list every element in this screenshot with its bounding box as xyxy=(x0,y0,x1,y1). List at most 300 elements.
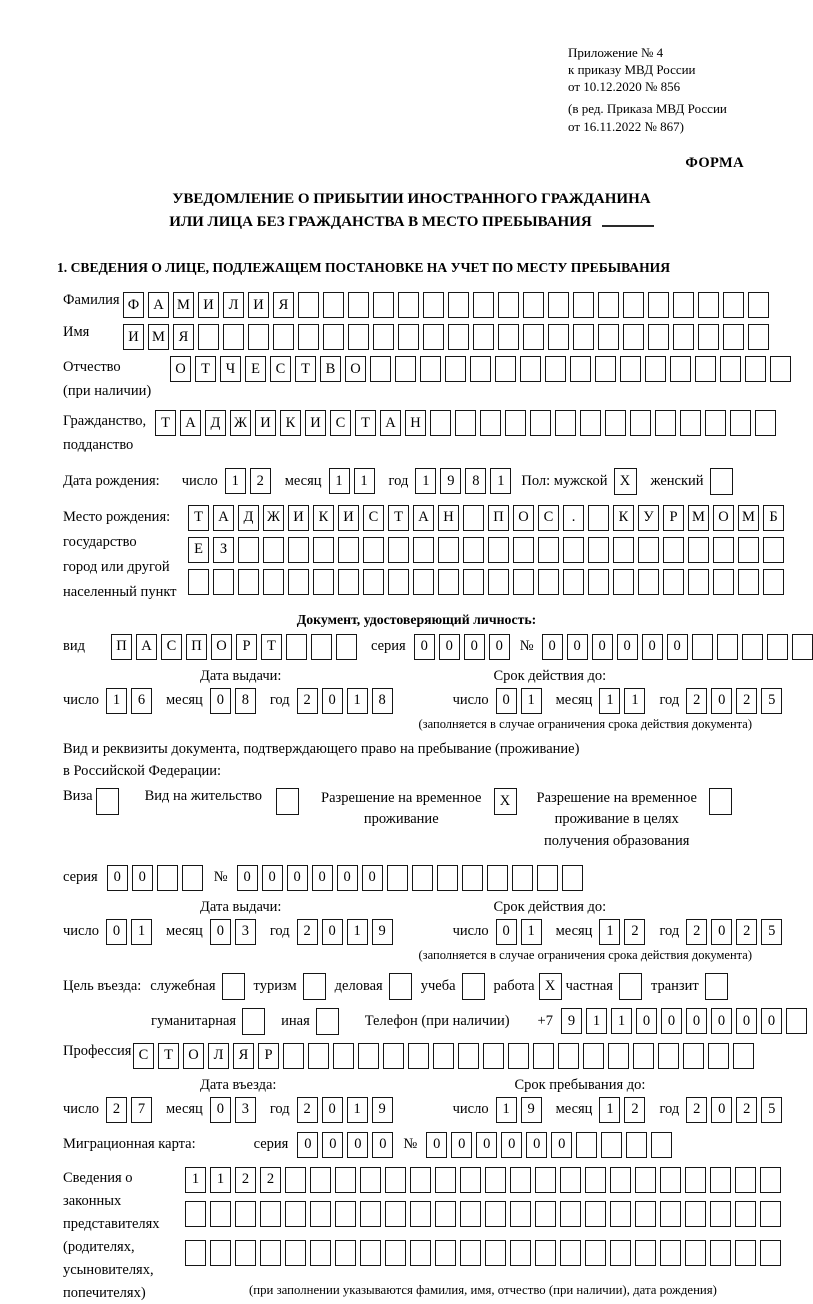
form-cell[interactable] xyxy=(573,292,594,318)
form-cell[interactable] xyxy=(473,324,494,350)
form-cell[interactable] xyxy=(310,1167,331,1193)
form-cell[interactable]: 0 xyxy=(526,1132,547,1158)
form-cell[interactable] xyxy=(530,410,551,436)
form-cell[interactable]: 1 xyxy=(586,1008,607,1034)
form-cell[interactable] xyxy=(660,1201,681,1227)
form-cell[interactable]: И xyxy=(305,410,326,436)
form-cell[interactable]: Р xyxy=(663,505,684,531)
form-cell[interactable]: 1 xyxy=(131,919,152,945)
form-cell[interactable] xyxy=(448,292,469,318)
form-cell[interactable] xyxy=(601,1132,622,1158)
form-cell[interactable] xyxy=(437,865,458,891)
form-cell[interactable]: 0 xyxy=(322,1097,343,1123)
form-cell[interactable] xyxy=(523,292,544,318)
form-cell[interactable] xyxy=(462,865,483,891)
form-cell[interactable] xyxy=(210,1201,231,1227)
form-cell[interactable]: 0 xyxy=(297,1132,318,1158)
form-cell[interactable] xyxy=(235,1201,256,1227)
form-cell[interactable]: 0 xyxy=(322,1132,343,1158)
form-cell[interactable]: К xyxy=(313,505,334,531)
form-cell[interactable]: 5 xyxy=(761,1097,782,1123)
form-cell[interactable] xyxy=(360,1167,381,1193)
form-cell[interactable]: 0 xyxy=(451,1132,472,1158)
form-cell[interactable]: 1 xyxy=(490,468,511,494)
form-cell[interactable] xyxy=(685,1240,706,1266)
form-cell[interactable] xyxy=(735,1201,756,1227)
form-cell[interactable] xyxy=(385,1167,406,1193)
form-cell[interactable]: 1 xyxy=(354,468,375,494)
form-cell[interactable] xyxy=(285,1167,306,1193)
form-cell[interactable]: Т xyxy=(261,634,282,660)
form-cell[interactable]: 2 xyxy=(736,688,757,714)
form-cell[interactable] xyxy=(423,324,444,350)
form-cell[interactable] xyxy=(698,324,719,350)
form-cell[interactable] xyxy=(157,865,178,891)
form-cell[interactable] xyxy=(498,292,519,318)
form-cell[interactable] xyxy=(760,1167,781,1193)
form-cell[interactable] xyxy=(695,356,716,382)
form-cell[interactable]: 0 xyxy=(551,1132,572,1158)
form-cell[interactable]: 0 xyxy=(592,634,613,660)
form-cell[interactable]: А xyxy=(213,505,234,531)
form-cell[interactable] xyxy=(488,537,509,563)
form-cell[interactable]: Т xyxy=(155,410,176,436)
form-cell[interactable] xyxy=(348,292,369,318)
form-cell[interactable] xyxy=(713,569,734,595)
form-cell[interactable] xyxy=(485,1240,506,1266)
form-cell[interactable] xyxy=(480,410,501,436)
form-cell[interactable] xyxy=(483,1043,504,1069)
form-cell[interactable] xyxy=(598,292,619,318)
residence-permit-checkbox[interactable] xyxy=(276,788,299,815)
form-cell[interactable] xyxy=(410,1201,431,1227)
form-cell[interactable]: 0 xyxy=(567,634,588,660)
form-cell[interactable]: К xyxy=(280,410,301,436)
form-cell[interactable] xyxy=(238,569,259,595)
form-cell[interactable]: О xyxy=(211,634,232,660)
form-cell[interactable] xyxy=(433,1043,454,1069)
form-cell[interactable] xyxy=(488,569,509,595)
form-cell[interactable]: О xyxy=(345,356,366,382)
form-cell[interactable]: 2 xyxy=(297,919,318,945)
form-cell[interactable]: 0 xyxy=(362,865,383,891)
form-cell[interactable] xyxy=(688,537,709,563)
form-cell[interactable] xyxy=(610,1167,631,1193)
form-cell[interactable]: 2 xyxy=(624,1097,645,1123)
form-cell[interactable]: С xyxy=(161,634,182,660)
form-cell[interactable]: 2 xyxy=(624,919,645,945)
form-cell[interactable] xyxy=(723,324,744,350)
form-cell[interactable]: 0 xyxy=(322,919,343,945)
form-cell[interactable] xyxy=(533,1043,554,1069)
form-cell[interactable]: С xyxy=(330,410,351,436)
form-cell[interactable]: 3 xyxy=(235,1097,256,1123)
form-cell[interactable] xyxy=(748,324,769,350)
form-cell[interactable] xyxy=(658,1043,679,1069)
form-cell[interactable]: 1 xyxy=(521,919,542,945)
form-cell[interactable] xyxy=(688,569,709,595)
form-cell[interactable]: Т xyxy=(295,356,316,382)
form-cell[interactable] xyxy=(560,1167,581,1193)
form-cell[interactable] xyxy=(683,1043,704,1069)
form-cell[interactable] xyxy=(635,1201,656,1227)
form-cell[interactable] xyxy=(512,865,533,891)
form-cell[interactable] xyxy=(583,1043,604,1069)
form-cell[interactable] xyxy=(763,569,784,595)
form-cell[interactable] xyxy=(498,324,519,350)
form-cell[interactable]: 2 xyxy=(260,1167,281,1193)
form-cell[interactable] xyxy=(260,1201,281,1227)
form-cell[interactable] xyxy=(720,356,741,382)
form-cell[interactable]: 2 xyxy=(686,919,707,945)
form-cell[interactable] xyxy=(395,356,416,382)
form-cell[interactable]: О xyxy=(713,505,734,531)
form-cell[interactable] xyxy=(508,1043,529,1069)
form-cell[interactable] xyxy=(410,1240,431,1266)
form-cell[interactable]: 0 xyxy=(372,1132,393,1158)
form-cell[interactable] xyxy=(708,1043,729,1069)
form-cell[interactable] xyxy=(613,537,634,563)
form-cell[interactable] xyxy=(520,356,541,382)
form-cell[interactable]: 0 xyxy=(542,634,563,660)
form-cell[interactable]: Е xyxy=(188,537,209,563)
form-cell[interactable]: 0 xyxy=(636,1008,657,1034)
form-cell[interactable]: А xyxy=(148,292,169,318)
form-cell[interactable] xyxy=(742,634,763,660)
form-cell[interactable] xyxy=(535,1201,556,1227)
form-cell[interactable]: 7 xyxy=(131,1097,152,1123)
form-cell[interactable]: 1 xyxy=(611,1008,632,1034)
form-cell[interactable] xyxy=(398,292,419,318)
form-cell[interactable] xyxy=(485,1167,506,1193)
form-cell[interactable] xyxy=(645,356,666,382)
temp-permit-edu-checkbox[interactable] xyxy=(709,788,732,815)
form-cell[interactable]: 9 xyxy=(440,468,461,494)
form-cell[interactable]: А xyxy=(413,505,434,531)
form-cell[interactable]: 1 xyxy=(185,1167,206,1193)
form-cell[interactable]: 2 xyxy=(686,1097,707,1123)
form-cell[interactable]: Е xyxy=(245,356,266,382)
purpose-tourism-checkbox[interactable] xyxy=(303,973,326,1000)
form-cell[interactable] xyxy=(610,1201,631,1227)
form-cell[interactable]: 1 xyxy=(347,688,368,714)
form-cell[interactable]: 5 xyxy=(761,919,782,945)
form-cell[interactable]: 0 xyxy=(711,688,732,714)
form-cell[interactable] xyxy=(558,1043,579,1069)
form-cell[interactable] xyxy=(608,1043,629,1069)
form-cell[interactable]: 0 xyxy=(711,919,732,945)
form-cell[interactable] xyxy=(370,356,391,382)
form-cell[interactable] xyxy=(570,356,591,382)
form-cell[interactable] xyxy=(310,1240,331,1266)
form-cell[interactable] xyxy=(373,292,394,318)
form-cell[interactable] xyxy=(670,356,691,382)
visa-checkbox[interactable] xyxy=(96,788,119,815)
form-cell[interactable] xyxy=(413,537,434,563)
form-cell[interactable] xyxy=(388,569,409,595)
form-cell[interactable] xyxy=(763,537,784,563)
form-cell[interactable]: 0 xyxy=(287,865,308,891)
form-cell[interactable]: А xyxy=(180,410,201,436)
form-cell[interactable] xyxy=(445,356,466,382)
form-cell[interactable] xyxy=(760,1201,781,1227)
form-cell[interactable] xyxy=(463,505,484,531)
form-cell[interactable]: И xyxy=(255,410,276,436)
form-cell[interactable] xyxy=(286,634,307,660)
form-cell[interactable] xyxy=(663,537,684,563)
form-cell[interactable] xyxy=(738,569,759,595)
form-cell[interactable] xyxy=(510,1240,531,1266)
form-cell[interactable] xyxy=(363,537,384,563)
form-cell[interactable] xyxy=(635,1167,656,1193)
form-cell[interactable] xyxy=(495,356,516,382)
form-cell[interactable] xyxy=(438,569,459,595)
form-cell[interactable]: М xyxy=(738,505,759,531)
form-cell[interactable]: 1 xyxy=(329,468,350,494)
form-cell[interactable] xyxy=(588,505,609,531)
form-cell[interactable]: П xyxy=(111,634,132,660)
form-cell[interactable]: М xyxy=(148,324,169,350)
form-cell[interactable] xyxy=(733,1043,754,1069)
form-cell[interactable]: 2 xyxy=(297,688,318,714)
form-cell[interactable] xyxy=(638,537,659,563)
form-cell[interactable] xyxy=(263,537,284,563)
form-cell[interactable]: 1 xyxy=(415,468,436,494)
purpose-transit-checkbox[interactable] xyxy=(705,973,728,1000)
form-cell[interactable] xyxy=(348,324,369,350)
form-cell[interactable]: 8 xyxy=(235,688,256,714)
form-cell[interactable] xyxy=(630,410,651,436)
form-cell[interactable]: 9 xyxy=(561,1008,582,1034)
form-cell[interactable] xyxy=(188,569,209,595)
form-cell[interactable] xyxy=(673,292,694,318)
form-cell[interactable]: П xyxy=(186,634,207,660)
form-cell[interactable] xyxy=(563,569,584,595)
form-cell[interactable]: 0 xyxy=(496,919,517,945)
form-cell[interactable] xyxy=(595,356,616,382)
form-cell[interactable]: 0 xyxy=(667,634,688,660)
form-cell[interactable] xyxy=(660,1167,681,1193)
form-cell[interactable]: 0 xyxy=(686,1008,707,1034)
form-cell[interactable]: О xyxy=(513,505,534,531)
form-cell[interactable] xyxy=(248,324,269,350)
form-cell[interactable]: Р xyxy=(236,634,257,660)
form-cell[interactable]: 0 xyxy=(711,1008,732,1034)
form-cell[interactable] xyxy=(713,537,734,563)
purpose-study-checkbox[interactable] xyxy=(462,973,485,1000)
form-cell[interactable]: И xyxy=(248,292,269,318)
form-cell[interactable] xyxy=(398,324,419,350)
purpose-private-checkbox[interactable] xyxy=(619,973,642,1000)
form-cell[interactable]: 0 xyxy=(501,1132,522,1158)
form-cell[interactable]: Д xyxy=(238,505,259,531)
form-cell[interactable] xyxy=(770,356,791,382)
form-cell[interactable]: 3 xyxy=(235,919,256,945)
form-cell[interactable] xyxy=(263,569,284,595)
form-cell[interactable] xyxy=(620,356,641,382)
form-cell[interactable] xyxy=(185,1201,206,1227)
form-cell[interactable] xyxy=(438,537,459,563)
form-cell[interactable] xyxy=(460,1240,481,1266)
form-cell[interactable] xyxy=(635,1240,656,1266)
form-cell[interactable]: 0 xyxy=(617,634,638,660)
form-cell[interactable]: С xyxy=(538,505,559,531)
form-cell[interactable] xyxy=(692,634,713,660)
form-cell[interactable]: А xyxy=(136,634,157,660)
form-cell[interactable] xyxy=(435,1167,456,1193)
form-cell[interactable] xyxy=(310,1201,331,1227)
form-cell[interactable] xyxy=(235,1240,256,1266)
form-cell[interactable] xyxy=(585,1201,606,1227)
form-cell[interactable] xyxy=(545,356,566,382)
form-cell[interactable] xyxy=(523,324,544,350)
form-cell[interactable] xyxy=(767,634,788,660)
form-cell[interactable] xyxy=(413,569,434,595)
form-cell[interactable]: С xyxy=(363,505,384,531)
form-cell[interactable] xyxy=(610,1240,631,1266)
form-cell[interactable] xyxy=(313,537,334,563)
form-cell[interactable] xyxy=(288,569,309,595)
form-cell[interactable]: 1 xyxy=(521,688,542,714)
form-cell[interactable] xyxy=(285,1240,306,1266)
form-cell[interactable] xyxy=(383,1043,404,1069)
form-cell[interactable] xyxy=(335,1240,356,1266)
form-cell[interactable] xyxy=(748,292,769,318)
form-cell[interactable]: 1 xyxy=(496,1097,517,1123)
form-cell[interactable]: 2 xyxy=(297,1097,318,1123)
form-cell[interactable]: Т xyxy=(188,505,209,531)
form-cell[interactable] xyxy=(455,410,476,436)
form-cell[interactable] xyxy=(298,324,319,350)
temp-permit-checkbox[interactable]: X xyxy=(494,788,517,815)
form-cell[interactable] xyxy=(308,1043,329,1069)
form-cell[interactable]: А xyxy=(380,410,401,436)
form-cell[interactable] xyxy=(738,537,759,563)
form-cell[interactable]: О xyxy=(183,1043,204,1069)
form-cell[interactable] xyxy=(560,1240,581,1266)
form-cell[interactable] xyxy=(537,865,558,891)
form-cell[interactable]: 1 xyxy=(624,688,645,714)
form-cell[interactable]: 8 xyxy=(372,688,393,714)
form-cell[interactable]: Н xyxy=(438,505,459,531)
form-cell[interactable]: Б xyxy=(763,505,784,531)
form-cell[interactable]: 8 xyxy=(465,468,486,494)
form-cell[interactable]: 0 xyxy=(489,634,510,660)
purpose-commercial-checkbox[interactable] xyxy=(389,973,412,1000)
form-cell[interactable]: Т xyxy=(158,1043,179,1069)
form-cell[interactable]: 9 xyxy=(521,1097,542,1123)
form-cell[interactable]: Ч xyxy=(220,356,241,382)
form-cell[interactable] xyxy=(360,1201,381,1227)
form-cell[interactable] xyxy=(588,569,609,595)
form-cell[interactable] xyxy=(338,537,359,563)
form-cell[interactable] xyxy=(336,634,357,660)
form-cell[interactable] xyxy=(412,865,433,891)
form-cell[interactable] xyxy=(223,324,244,350)
form-cell[interactable]: 0 xyxy=(322,688,343,714)
form-cell[interactable]: И xyxy=(338,505,359,531)
form-cell[interactable] xyxy=(588,537,609,563)
form-cell[interactable]: У xyxy=(638,505,659,531)
form-cell[interactable] xyxy=(623,324,644,350)
form-cell[interactable] xyxy=(198,324,219,350)
form-cell[interactable] xyxy=(605,410,626,436)
form-cell[interactable]: 9 xyxy=(372,919,393,945)
form-cell[interactable]: 0 xyxy=(132,865,153,891)
form-cell[interactable]: 0 xyxy=(464,634,485,660)
form-cell[interactable] xyxy=(448,324,469,350)
form-cell[interactable] xyxy=(513,569,534,595)
form-cell[interactable] xyxy=(435,1201,456,1227)
form-cell[interactable] xyxy=(786,1008,807,1034)
form-cell[interactable] xyxy=(273,324,294,350)
form-cell[interactable] xyxy=(623,292,644,318)
form-cell[interactable]: Ж xyxy=(263,505,284,531)
form-cell[interactable]: З xyxy=(213,537,234,563)
form-cell[interactable] xyxy=(535,1240,556,1266)
form-cell[interactable]: В xyxy=(320,356,341,382)
form-cell[interactable]: 1 xyxy=(599,1097,620,1123)
form-cell[interactable]: 1 xyxy=(347,1097,368,1123)
form-cell[interactable]: 0 xyxy=(210,1097,231,1123)
form-cell[interactable]: 0 xyxy=(476,1132,497,1158)
form-cell[interactable] xyxy=(710,1240,731,1266)
form-cell[interactable]: 0 xyxy=(414,634,435,660)
form-cell[interactable] xyxy=(685,1167,706,1193)
form-cell[interactable] xyxy=(562,865,583,891)
form-cell[interactable] xyxy=(755,410,776,436)
form-cell[interactable] xyxy=(363,569,384,595)
form-cell[interactable]: Т xyxy=(195,356,216,382)
sex-female-checkbox[interactable] xyxy=(710,468,733,495)
form-cell[interactable]: М xyxy=(173,292,194,318)
form-cell[interactable] xyxy=(548,292,569,318)
purpose-work-checkbox[interactable]: X xyxy=(539,973,562,1000)
form-cell[interactable] xyxy=(285,1201,306,1227)
form-cell[interactable] xyxy=(735,1240,756,1266)
form-cell[interactable] xyxy=(420,356,441,382)
form-cell[interactable] xyxy=(745,356,766,382)
form-cell[interactable] xyxy=(730,410,751,436)
form-cell[interactable]: Л xyxy=(208,1043,229,1069)
form-cell[interactable]: С xyxy=(133,1043,154,1069)
form-cell[interactable] xyxy=(323,324,344,350)
form-cell[interactable] xyxy=(735,1167,756,1193)
form-cell[interactable] xyxy=(387,865,408,891)
form-cell[interactable] xyxy=(651,1132,672,1158)
form-cell[interactable] xyxy=(792,634,813,660)
form-cell[interactable]: Л xyxy=(223,292,244,318)
form-cell[interactable] xyxy=(685,1201,706,1227)
form-cell[interactable]: 1 xyxy=(225,468,246,494)
form-cell[interactable]: 0 xyxy=(711,1097,732,1123)
form-cell[interactable]: 1 xyxy=(210,1167,231,1193)
form-cell[interactable]: К xyxy=(613,505,634,531)
form-cell[interactable]: 0 xyxy=(210,688,231,714)
form-cell[interactable]: 2 xyxy=(250,468,271,494)
form-cell[interactable]: 0 xyxy=(736,1008,757,1034)
form-cell[interactable] xyxy=(388,537,409,563)
form-cell[interactable] xyxy=(435,1240,456,1266)
form-cell[interactable] xyxy=(430,410,451,436)
form-cell[interactable]: 2 xyxy=(686,688,707,714)
form-cell[interactable]: 0 xyxy=(312,865,333,891)
form-cell[interactable]: 0 xyxy=(661,1008,682,1034)
form-cell[interactable] xyxy=(705,410,726,436)
form-cell[interactable]: . xyxy=(563,505,584,531)
form-cell[interactable] xyxy=(585,1167,606,1193)
form-cell[interactable] xyxy=(710,1201,731,1227)
